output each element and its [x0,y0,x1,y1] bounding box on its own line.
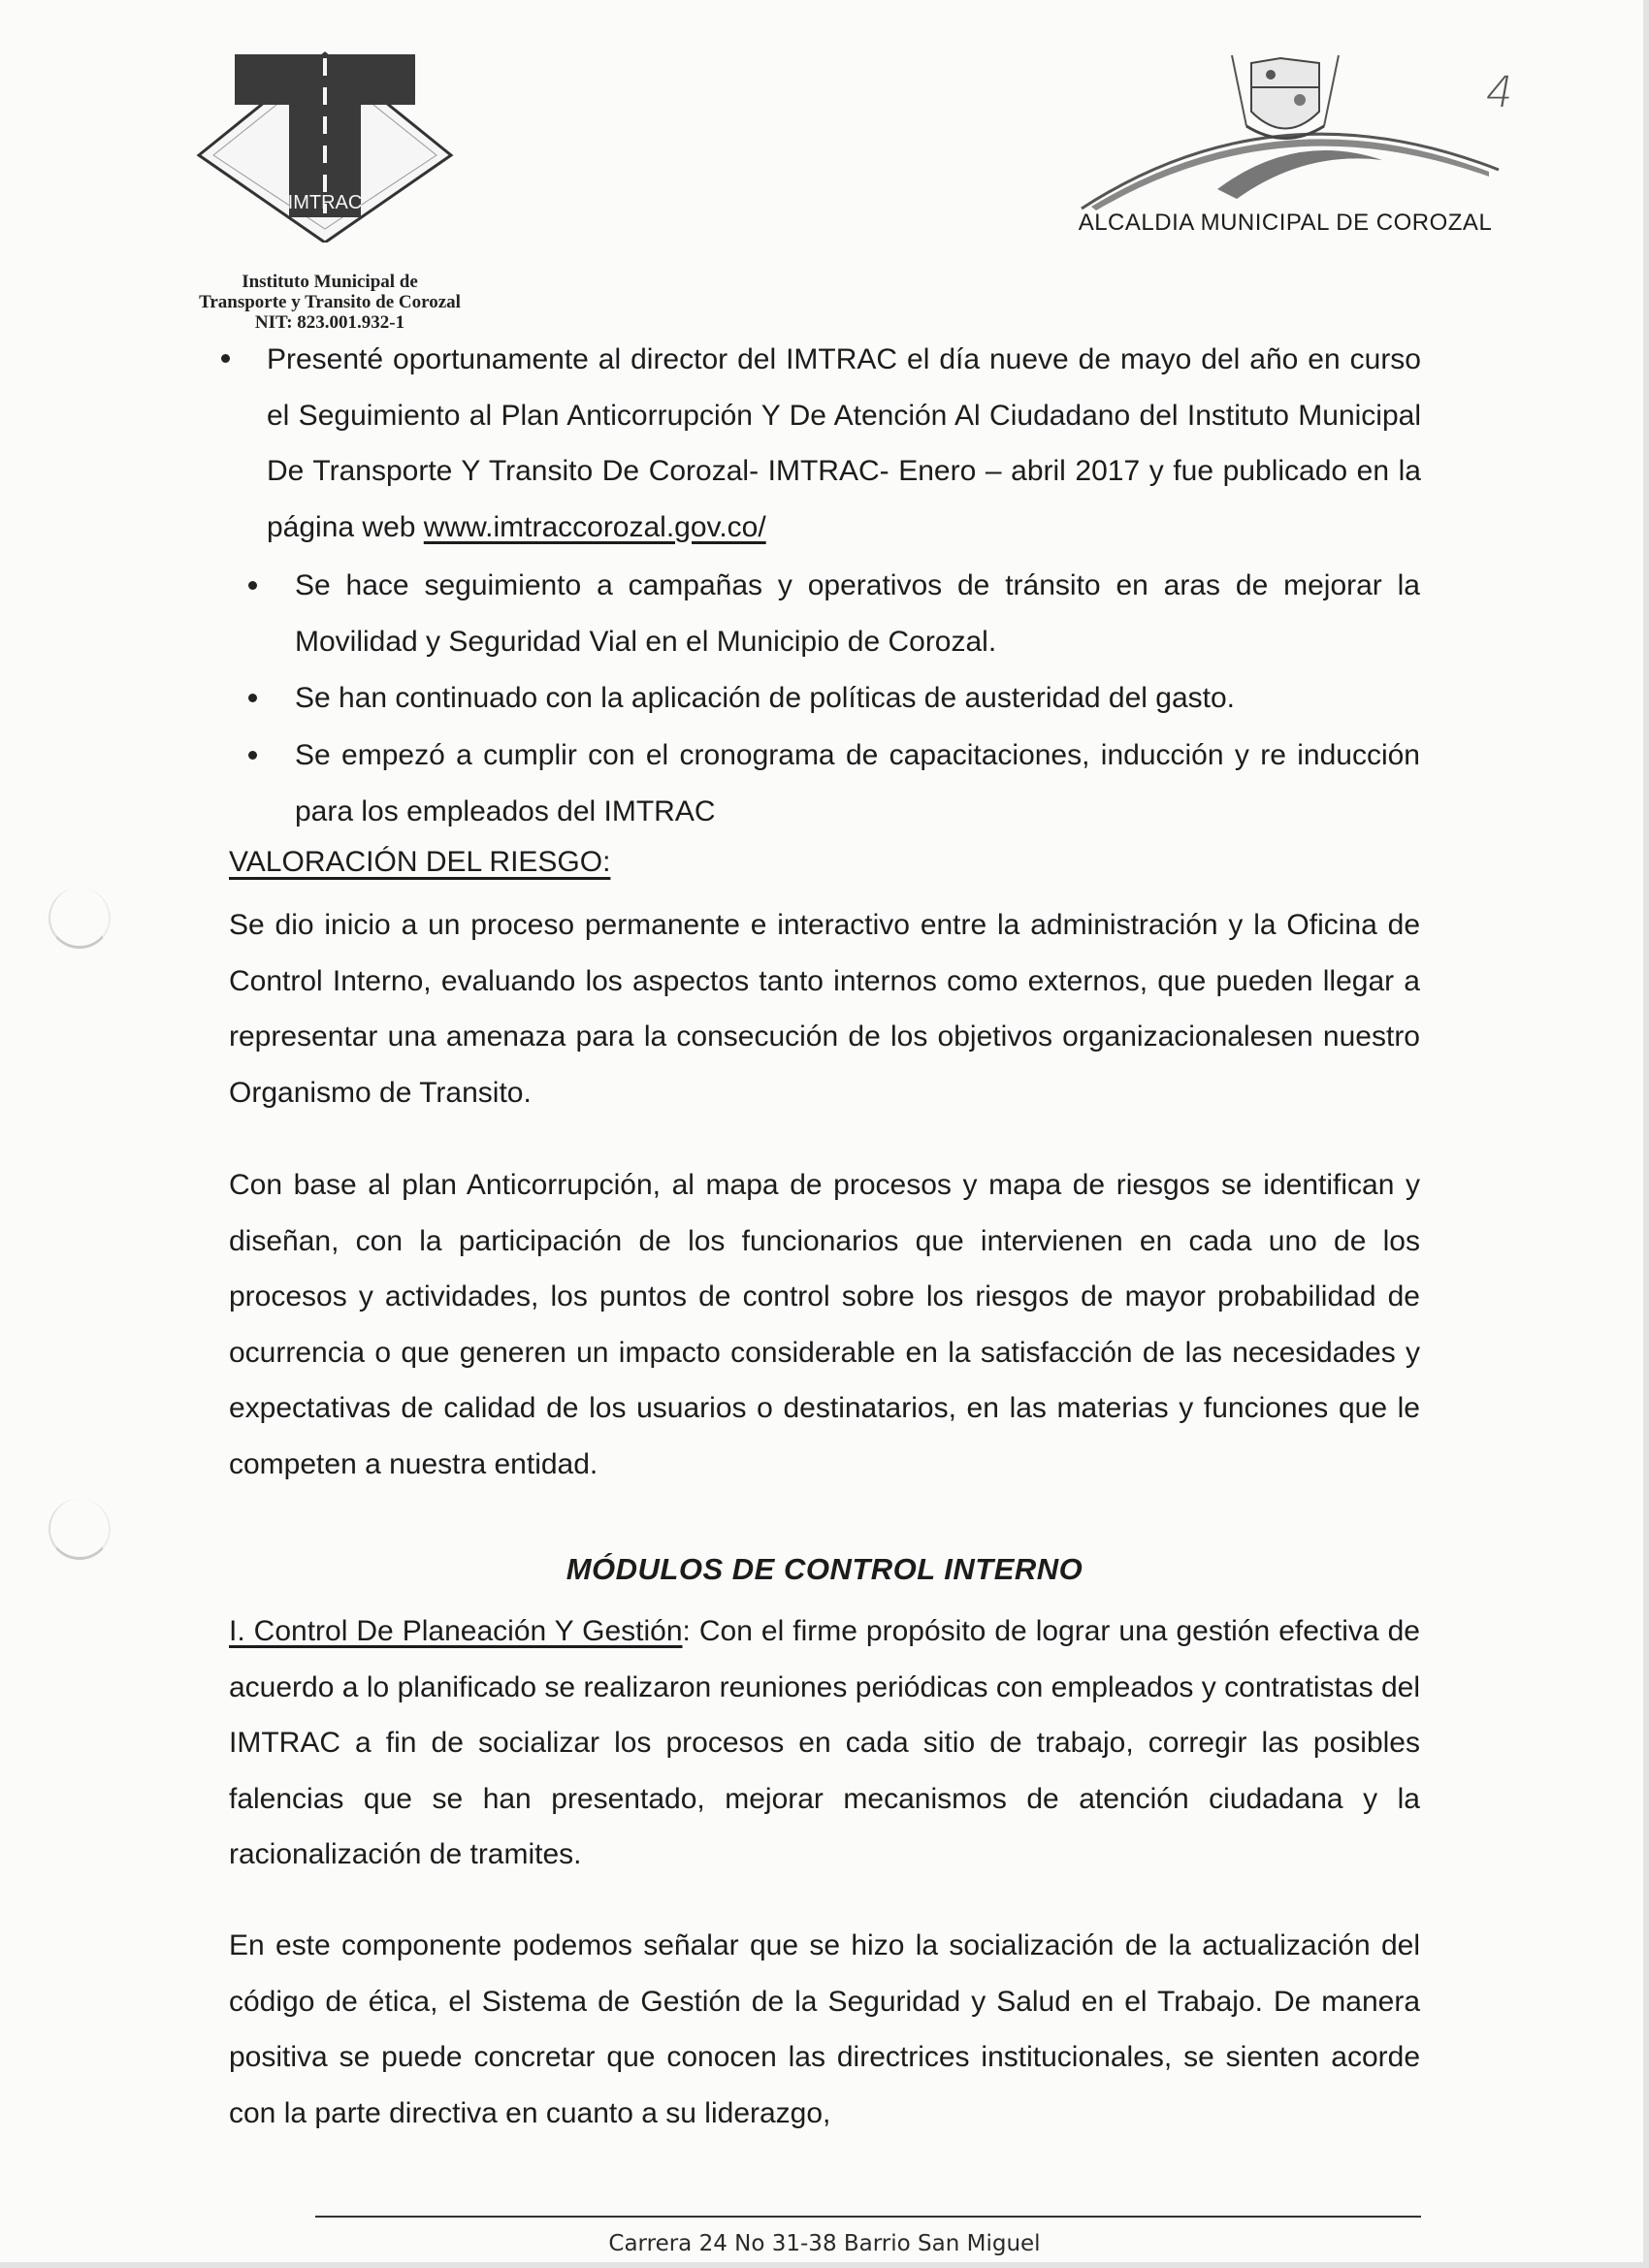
institute-line: Transporte y Transito de Corozal [199,292,461,312]
subsection-colon: : [682,1615,691,1647]
list-item [295,670,1420,727]
institute-nit: NIT: 823.001.932-1 [254,312,405,333]
page-number-mark: 4 [1481,68,1518,117]
bullet-icon [248,694,257,702]
modules-title: MÓDULOS DE CONTROL INTERNO [566,1552,1083,1586]
list-item [267,332,1421,555]
list-item-text: Presenté oportunamente al director del IMTRAC el día nueve de mayo del año en curso el Seguimiento al Plan Anticorrupción Y De Atención Al Ciudadano del Instituto Municipal De Transporte Y Transito De Corozal- IMTRAC- Enero – abril 2017 y fue publicado en la página web [267,343,1421,543]
punch-hole [48,888,111,949]
website-link[interactable]: www.imtraccorozal.gov.co/ [423,510,766,543]
paragraph [229,1604,1420,1883]
list-item-text: Se han continuado con la aplicación de políticas de austeridad del gasto. [295,682,1236,714]
punch-hole [48,1499,111,1560]
subsection-label: I. Control De Planeación Y Gestión [229,1615,683,1647]
paragraph: Se dio inicio a un proceso permanente e interactivo entre la administración y la Oficina de Control Interno, evaluando los aspectos tanto internos como externos, que pueden llegar a representar una amenaza para la consecución de los objetivos organizacionalesen nuestro Organismo de Transito. [229,909,1420,1109]
page-bottom-edge [0,2262,1649,2268]
list-item [295,728,1420,839]
list-item-text: Se empezó a cumplir con el cronograma de capacitaciones, inducción y re inducción para los empleados del IMTRAC [295,739,1420,827]
paragraph: Con base al plan Anticorrupción, al mapa de procesos y mapa de riesgos se identifican y diseñan, con la participación de los funcionarios que intervienen en cada uno de los procesos y actividades, los puntos de control sobre los riesgos de mayor probabilidad de ocurrencia o que generen un impacto considerable en la satisfacción de las necesidades y expectativas de calidad de los usuarios o destinatarios, en las materias y funciones que le competen a nuestra entidad. [229,1169,1420,1480]
bullet-icon [221,354,230,363]
page-edge [1643,0,1649,2268]
footer-divider [315,2216,1421,2218]
list-item-text: Se hace seguimiento a campañas y operativos de tránsito en aras de mejorar la Movilidad y Seguridad Vial en el Municipio de Corozal. [295,569,1420,658]
institute-block [107,272,553,333]
logo-text: IMTRAC [287,192,363,213]
section-heading-valoracion: VALORACIÓN DEL RIESGO: [229,846,611,878]
bullet-icon [248,751,257,760]
imtrac-logo [194,49,456,243]
list-item [295,558,1420,669]
alcaldia-seal [1072,44,1508,213]
alcaldia-title: ALCALDIA MUNICIPAL DE COROZAL [1078,210,1493,236]
bullet-icon [248,581,257,590]
paragraph: En este componente podemos señalar que se hizo la socialización de la actualización del código de ética, el Sistema de Gestión de la Seguridad y Salud en el Trabajo. De manera positiva se puede concretar que conocen las directrices institucionales, se sienten acorde con la parte directiva en cuanto a su liderazgo, [229,1929,1420,2129]
institute-line: Instituto Municipal de [242,272,418,292]
subsection-text: Con el firme propósito de lograr una gestión efectiva de acuerdo a lo planificado se realizaron reuniones periódicas con empleados y contratistas del IMTRAC a fin de socializar los procesos en cada sitio de trabajo, corregir las posibles falencias que se han presentado, mejorar mecanismos de atención ciudadana y la racionalización de tramites. [229,1615,1420,1870]
footer-address: Carrera 24 No 31-38 Barrio San Miguel [608,2231,1041,2256]
